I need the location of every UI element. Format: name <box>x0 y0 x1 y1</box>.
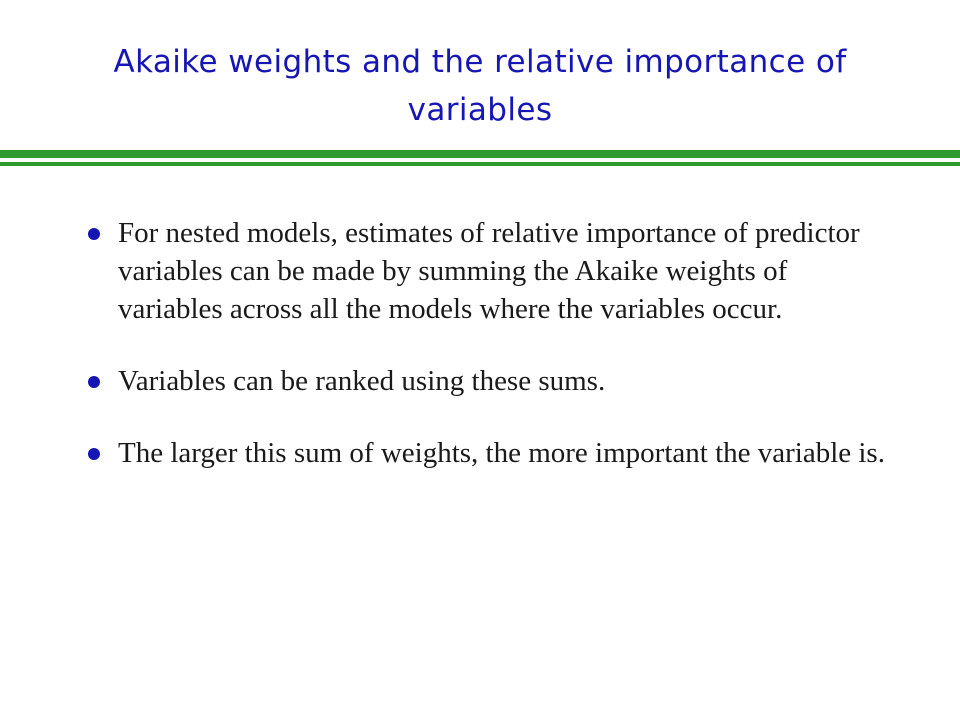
bullet-dot-icon <box>88 448 100 460</box>
bullet-item <box>88 362 888 400</box>
title-divider-thin <box>0 162 960 166</box>
bullet-text: The larger this sum of weights, the more important the variable is. <box>118 437 885 469</box>
bullet-text: For nested models, estimates of relative importance of predictor variables can be made by summing the Akaike weights of variables across all the models where the variables occur. <box>118 217 860 325</box>
slide-title: Akaike weights and the relative importance of variables <box>113 44 847 128</box>
title-divider-thick <box>0 150 960 158</box>
bullet-dot-icon <box>88 228 100 240</box>
bullet-item <box>88 214 888 328</box>
bullet-item <box>88 434 888 472</box>
bullet-list <box>88 214 888 472</box>
bullet-text: Variables can be ranked using these sums. <box>118 365 606 397</box>
bullet-dot-icon <box>88 376 100 388</box>
